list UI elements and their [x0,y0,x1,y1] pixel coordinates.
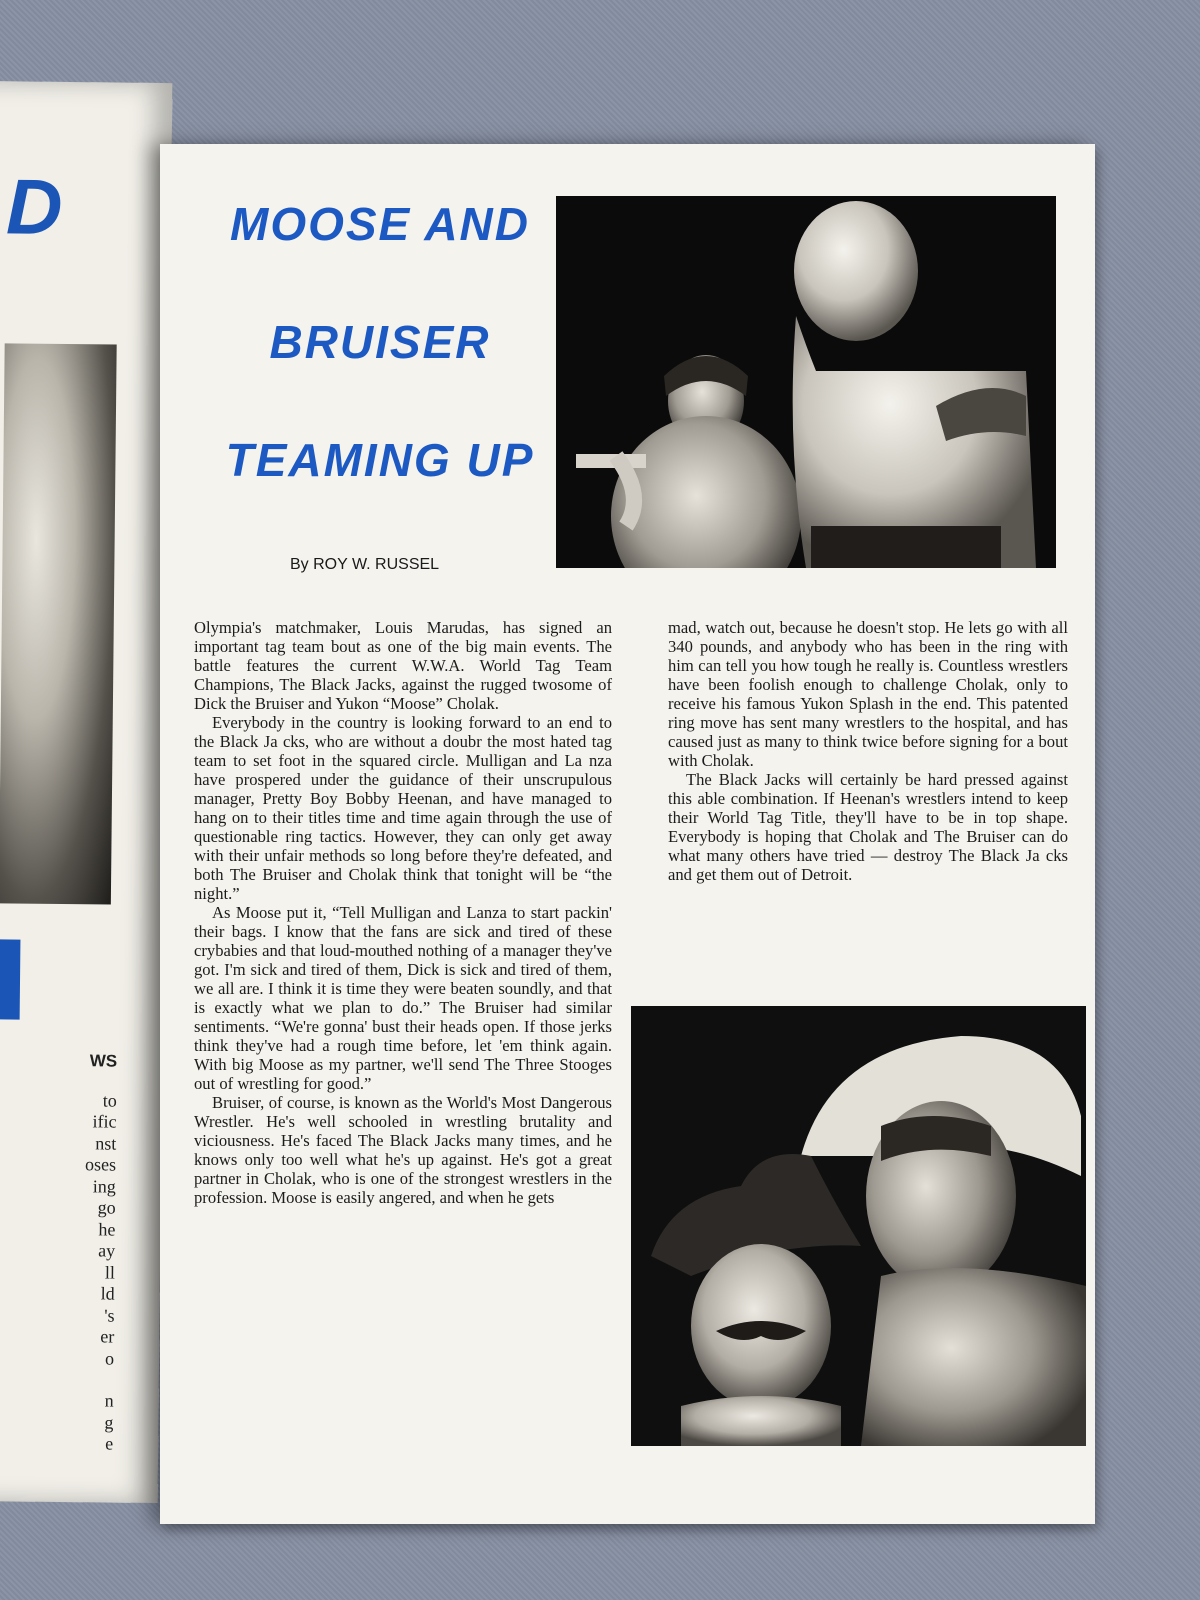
text-fragment: ing [92,1175,116,1197]
paragraph: Olympia's matchmaker, Louis Marudas, has signed an important tag team bout as one of the big main events. The battle features the current W.W.A. World Tag Team Champions, The Black Jacks, against the rugged twosome of Dick the Bruiser and Yukon “Moose” Cholak. [194,618,612,713]
article-headline [215,194,545,548]
byline: By ROY W. RUSSEL [290,556,440,573]
previous-page-text-fragments [0,1049,117,1455]
headline-line: BRUISER [269,316,491,368]
previous-page-blue-bar [0,939,20,1019]
previous-page-photo [0,343,117,904]
paragraph: mad, watch out, because he doesn't stop. He lets go with all 340 pounds, and anybody who has been in the ring with him can tell you how tough he really is. Countless wrestlers have been foolish enough to challenge Cholak, only to receive his famous Yukon Splash in the end. This patented ring move has sent many wrestlers to the hospital, and has caused just as many to think twice before signing for a bout with Cholak. [668,618,1068,770]
text-fragment: n [104,1390,114,1411]
previous-page-heading-fragment: D [5,162,61,251]
text-fragment: o [104,1347,115,1369]
text-fragment: er [100,1326,115,1347]
photo-top-illustration [556,196,1056,568]
text-fragment: ific [92,1111,117,1132]
wrestlers-photo-top [556,196,1056,568]
text-fragment: oses [84,1154,117,1175]
photo-bottom-illustration [631,1006,1086,1446]
article-column-left [194,618,612,1207]
text-fragment: e [105,1433,114,1454]
paragraph: Bruiser, of course, is known as the World's Most Dangerous Wrestler. He's well schooled in wrestling brutality and viciousness. He's faced The Black Jacks many times, and he knows only too well what he's up against. He's got a great partner in Cholak, who is one of the strongest wrestlers in the profession. Moose is easily angered, and when he gets [194,1093,612,1207]
text-fragment: nst [95,1132,117,1154]
previous-page [0,81,172,1503]
text-fragment: 's [104,1304,115,1326]
previous-page-label: WS [89,1051,118,1071]
article-column-right [668,618,1068,884]
text-fragment: ll [104,1261,116,1283]
text-fragment: go [97,1197,116,1218]
magazine-page [160,144,1095,1524]
paragraph: As Moose put it, “Tell Mulligan and Lanza to start packin' their bags. I know that the fans are sick and tired of these crybabies and that loud-mouthed nothing of a manager they've got. I'm sick and tired of them, Dick is sick and tired of them, we all are. I think it is time they were beaten soundly, and that is exactly what we plan to do.” The Bruiser had similar sentiments. “We're gonna' bust their heads open. If those jerks think they've had a rough time before, let 'em think again. With big Moose as my partner, we'll send The Three Stooges out of wrestling for good.” [194,903,612,1093]
wrestlers-photo-bottom [631,1006,1086,1446]
paragraph: Everybody in the country is looking forward to an end to the Black Ja cks, who are without a doubr the most hated tag team to set foot in the squared circle. Mulligan and La nza have prospered under the guidance of their unscrupulous manager, Pretty Boy Bobby Heenan, and have managed to hang on to their titles time and time again through the use of questionable ring tactics. However, they can only get away with their unfair methods so long before they're defeated, and both The Bruiser and Cholak think that tonight will be “the night.” [194,713,612,903]
text-fragment: he [98,1218,116,1240]
headline-line: TEAMING UP [225,434,535,486]
text-fragment: to [102,1089,117,1111]
headline-line: MOOSE AND [230,198,530,250]
text-fragment: ld [100,1283,115,1304]
paragraph: The Black Jacks will certainly be hard pressed against this able combination. If Heenan's wrestlers intend to keep their World Tag Title, they'll have to be in top shape. Everybody is hoping that Cholak and The Bruiser can do what many others have tried — destroy The Black Ja cks and get them out of Detroit. [668,770,1068,884]
text-fragment: ay [98,1240,116,1261]
text-fragment: g [104,1411,114,1433]
